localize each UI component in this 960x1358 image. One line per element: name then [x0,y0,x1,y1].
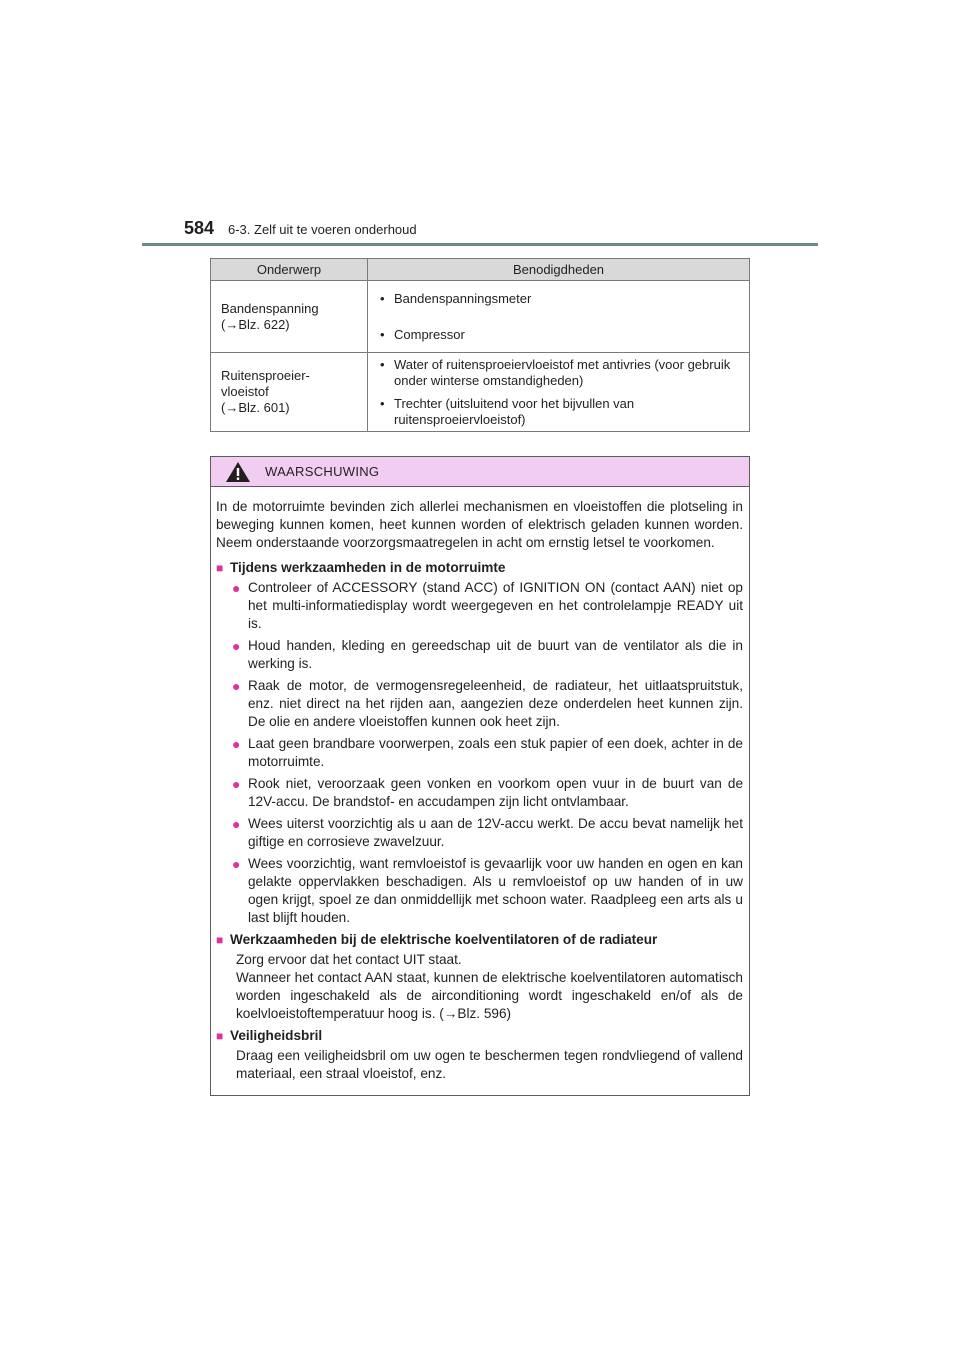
requirements-table [210,258,750,432]
column-header-subject: Onderwerp [211,259,368,281]
table-header-row [211,259,750,281]
warning-box [210,456,750,1096]
needs-cell [368,281,750,353]
subject-line: Ruitensproeier- [221,368,310,383]
bullet-icon: • [380,326,385,342]
dot-bullet-icon: ● [232,638,241,654]
list-item [232,815,743,851]
section-heading-text: Werkzaamheden bij de elektrische koelventilatoren of de radiateur [230,932,658,947]
list-item [232,637,743,673]
list-item [232,579,743,633]
bullet-icon: • [380,356,385,372]
need-text: Compressor [394,326,465,342]
page-reference: (→Blz. 601) [221,400,290,415]
dot-bullet-icon: ● [232,580,241,596]
warning-title: WAARSCHUWING [265,464,380,479]
warning-body [211,487,749,1083]
dot-bullet-icon: ● [232,736,241,752]
list-item [368,357,749,389]
list-item [368,327,749,343]
bullet-icon: • [380,395,385,411]
column-header-needs: Benodigdheden [368,259,750,281]
subject-cell [211,353,368,432]
list-item-text: Wees uiterst voorzichtig als u aan de 12V-accu werkt. De accu bevat namelijk het giftige en corrosieve zwavelzuur. [248,816,743,849]
paragraph: Draag een veiligheidsbril om uw ogen te beschermen tegen rondvliegend of vallend materiaal, een straal vloeistof, enz. [236,1048,743,1081]
subject-line: Bandenspanning [221,300,319,316]
table-row [211,281,750,353]
subject-cell [211,281,368,353]
header-rule [142,243,818,246]
list-item-text: Controleer of ACCESSORY (stand ACC) of IGNITION ON (contact AAN) niet op het multi-informatiedisplay wordt weergegeven en het controlelampje READY uit is. [248,580,743,631]
page-reference: (→Blz. 622) [221,316,290,332]
table-row [211,353,750,432]
list-item [232,855,743,927]
section-heading-text: Veiligheidsbril [230,1028,323,1043]
needs-cell [368,353,750,432]
square-bullet-icon: ■ [216,561,224,575]
list-item [368,396,749,428]
section-heading-text: Tijdens werkzaamheden in de motorruimte [230,560,506,575]
section-heading [216,931,743,949]
list-item-text: Raak de motor, de vermogensregeleenheid, de radiateur, het uitlaatspruitstuk, enz. niet direct na het rijden aan, aangezien deze onderdelen heet kunnen zijn. De olie en andere vloeistoffen kunnen ook heet zijn. [248,678,743,729]
square-bullet-icon: ■ [216,933,224,947]
bullet-icon: • [380,290,385,306]
need-text: Water of ruitensproeiervloeistof met antivries (voor gebruik onder winterse omstandigheden) [394,356,731,388]
square-bullet-icon: ■ [216,1029,224,1043]
dot-bullet-icon: ● [232,856,241,872]
paragraph: Wanneer het contact AAN staat, kunnen de elektrische koelventilatoren automatisch worden ingeschakeld als de airconditioning wordt ingeschakeld en/of als de koelvloeistoftemperatuur hoog is. (→Blz. 596) [236,970,743,1021]
warning-header [211,457,749,487]
list-item-text: Rook niet, veroorzaak geen vonken en voorkom open vuur in de buurt van de 12V-accu. De brandstof- en accudampen zijn licht ontvlambaar. [248,776,743,809]
list-item-text: Wees voorzichtig, want remvloeistof is gevaarlijk voor uw handen en ogen en kan gelakte oppervlakken beschadigen. Als u remvloeistof op uw handen of in uw ogen krijgt, spoel ze dan onmiddellijk met schoon water. Raadpleeg een arts als u last blijft houden. [248,856,743,925]
need-text: Bandenspanningsmeter [394,290,532,306]
list-item [232,735,743,771]
warning-intro: In de motorruimte bevinden zich allerlei mechanismen en vloeistoffen die plotseling in beweging kunnen komen, heet kunnen worden of elektrisch geladen kunnen worden. Neem onderstaande voorzorgsmaatregelen in acht om ernstig letsel te voorkomen. [216,499,743,550]
warning-triangle-icon [225,461,251,483]
dot-bullet-icon: ● [232,776,241,792]
page-number: 584 [184,218,215,238]
list-item [232,775,743,811]
dot-bullet-icon: ● [232,816,241,832]
list-item [232,677,743,731]
need-text: Trechter (uitsluitend voor het bijvullen van ruitensproeiervloeistof) [394,395,635,427]
list-item-text: Laat geen brandbare voorwerpen, zoals een stuk papier of een doek, achter in de motorruimte. [248,736,743,769]
section-heading [216,1027,743,1045]
dot-bullet-icon: ● [232,678,241,694]
paragraph: Zorg ervoor dat het contact UIT staat. [236,952,462,967]
list-item-text: Houd handen, kleding en gereedschap uit de buurt van de ventilator als die in werking is. [248,638,743,671]
subject-line: vloeistof [221,384,269,399]
list-item [368,291,749,307]
section-title: 6-3. Zelf uit te voeren onderhoud [228,222,417,237]
section-heading [216,559,743,577]
